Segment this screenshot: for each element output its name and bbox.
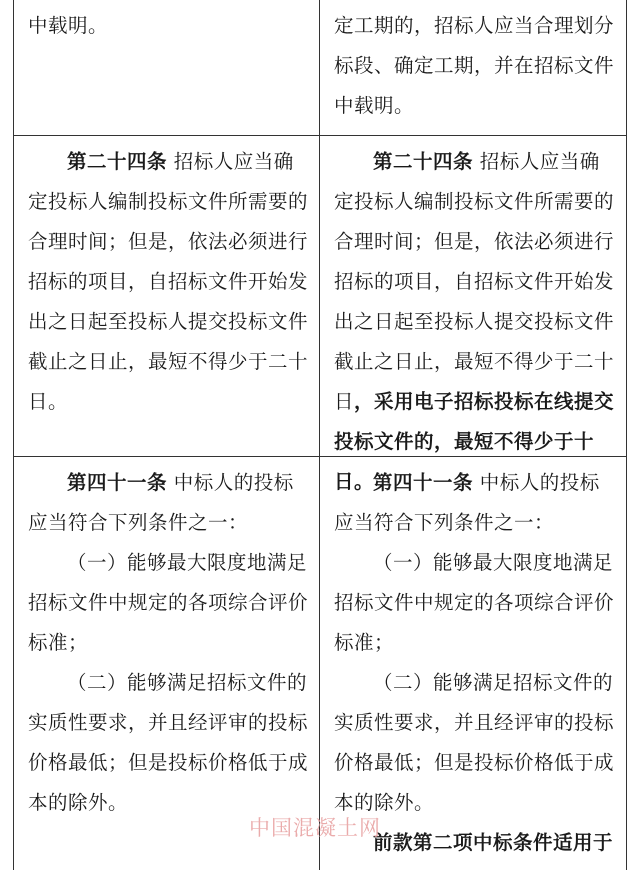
paragraph [334, 6, 616, 126]
right-cell [320, 0, 626, 135]
paragraph-text: （二）能够满足招标文件的实质性要求，并且经评审的投标价格最低；但是投标价格低于成本的除外。 [334, 671, 615, 814]
paragraph-text: 中标人的投标应当符合下列条件之一： [28, 471, 294, 534]
paragraph-text: 招标人应当确定投标人编制投标文件所需要的合理时间；但是，依法必须进行招标的项目，自招标文件开始发出之日起至投标人提交投标文件截止之日止，最短不得少于二十日 [334, 150, 615, 413]
site-watermark: 中国混凝土网 [249, 816, 381, 840]
paragraph-text: 招标人应当确定投标人编制投标文件所需要的合理时间；但是，依法必须进行招标的项目，自招标文件开始发出之日起至投标人提交投标文件截止之日止，最短不得少于二十日。 [28, 150, 309, 413]
article-number: 第四十一条 [67, 471, 168, 494]
paragraph-text: 中载明。 [28, 14, 109, 37]
article-number: 第二十四条 [373, 150, 474, 173]
paragraph-text: （一）能够最大限度地满足招标文件中规定的各项综合评价标准； [334, 551, 615, 654]
paragraph [28, 463, 309, 543]
amended-text: 前款第二项中标条件适用于 [373, 831, 614, 854]
paragraph-text: 中标人的投标应当符合下列条件之一： [334, 471, 600, 534]
left-cell [14, 0, 320, 135]
paragraph [28, 6, 309, 46]
paragraph [334, 823, 616, 863]
paragraph [334, 543, 616, 663]
paragraph-text: （二）能够满足招标文件的实质性要求，并且经评审的投标价格最低；但是投标价格低于成本的除外。 [28, 671, 309, 814]
table-row [14, 457, 626, 870]
paragraph [334, 463, 616, 543]
left-cell [14, 136, 320, 456]
amended-text: ，采用电子招标投标在线提交投标文件的，最短不得少于十日。 [334, 390, 615, 493]
paragraph [28, 142, 309, 422]
paragraph-text: （一）能够最大限度地满足招标文件中规定的各项综合评价标准； [28, 551, 309, 654]
table-row [14, 0, 626, 136]
right-cell [320, 457, 626, 870]
paragraph [28, 543, 309, 663]
article-number: 第四十一条 [373, 471, 474, 494]
comparison-table [13, 0, 627, 870]
paragraph [334, 142, 616, 502]
left-cell [14, 457, 320, 870]
article-number: 第二十四条 [67, 150, 168, 173]
paragraph [28, 663, 309, 823]
paragraph-text: 定工期的，招标人应当合理划分标段、确定工期，并在招标文件中载明。 [334, 14, 615, 117]
paragraph [334, 663, 616, 823]
